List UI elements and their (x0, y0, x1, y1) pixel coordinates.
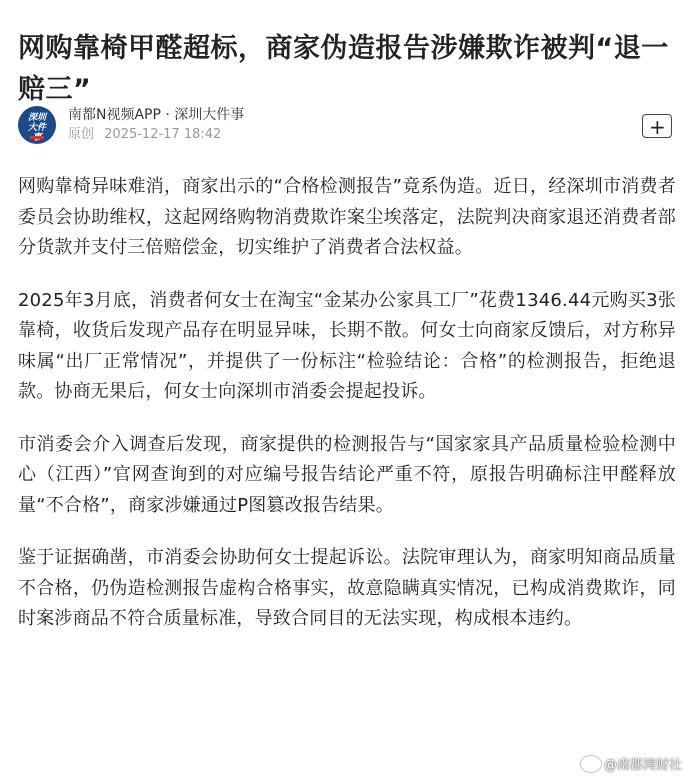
watermark-text: @南都湾财社 (603, 758, 682, 773)
publish-timestamp: 2025-12-17 18:42 (104, 127, 222, 142)
avatar-logo-text: 深圳大件 (27, 113, 46, 133)
author-row (18, 106, 674, 144)
author-meta (68, 127, 227, 143)
article-paragraph: 鉴于证据确凿，市消委会协助何女士提起诉讼。法院审理认为，商家明知商品质量不合格，仍伪造检测报告虚构合格事实，故意隐瞒真实情况，已构成消费欺诈，同时案涉商品不符合质量标准，导致合同目的无法实现，构成根本违约。 (18, 547, 676, 629)
article-body (18, 172, 676, 657)
original-tag: 原创 (68, 127, 95, 142)
author-avatar[interactable] (18, 106, 56, 144)
weibo-watermark (581, 756, 682, 774)
article-title: 网购靠椅甲醛超标，商家伪造报告涉嫌欺诈被判“退一赔三” (18, 33, 669, 106)
avatar-accent (30, 136, 44, 139)
article-paragraph: 2025年3月底，消费者何女士在淘宝“金某办公家具工厂”花费1346.44元购买3张靠椅，收货后发现产品存在明显异味，长期不散。何女士向商家反馈后，对方称异味属“出厂正常情况”，并提供了一份标注“检验结论：合格”的检测报告，拒绝退款。协商无果后，何女士向深圳市消委会提起投诉。 (18, 289, 676, 402)
article-paragraph: 网购靠椅异味难消，商家出示的“合格检测报告”竟系伪造。近日，经深圳市消费者委员会协助维权，这起网络购物消费欺诈案尘埃落定，法院判决商家退还消费者部分货款并支付三倍赔偿金，切实维护了消费者合法权益。 (18, 176, 676, 258)
author-name[interactable]: 南都N视频APP · 深圳大件事 (68, 107, 245, 123)
follow-button[interactable]: + (642, 114, 672, 138)
weibo-icon (581, 756, 601, 772)
article-paragraph: 市消委会介入调查后发现，商家提供的检测报告与“国家家具产品质量检验检测中心（江西）”官网查询到的对应编号报告结论严重不符，原报告明确标注甲醛释放量“不合格”，商家涉嫌通过P图篡改报告结果。 (18, 433, 676, 516)
